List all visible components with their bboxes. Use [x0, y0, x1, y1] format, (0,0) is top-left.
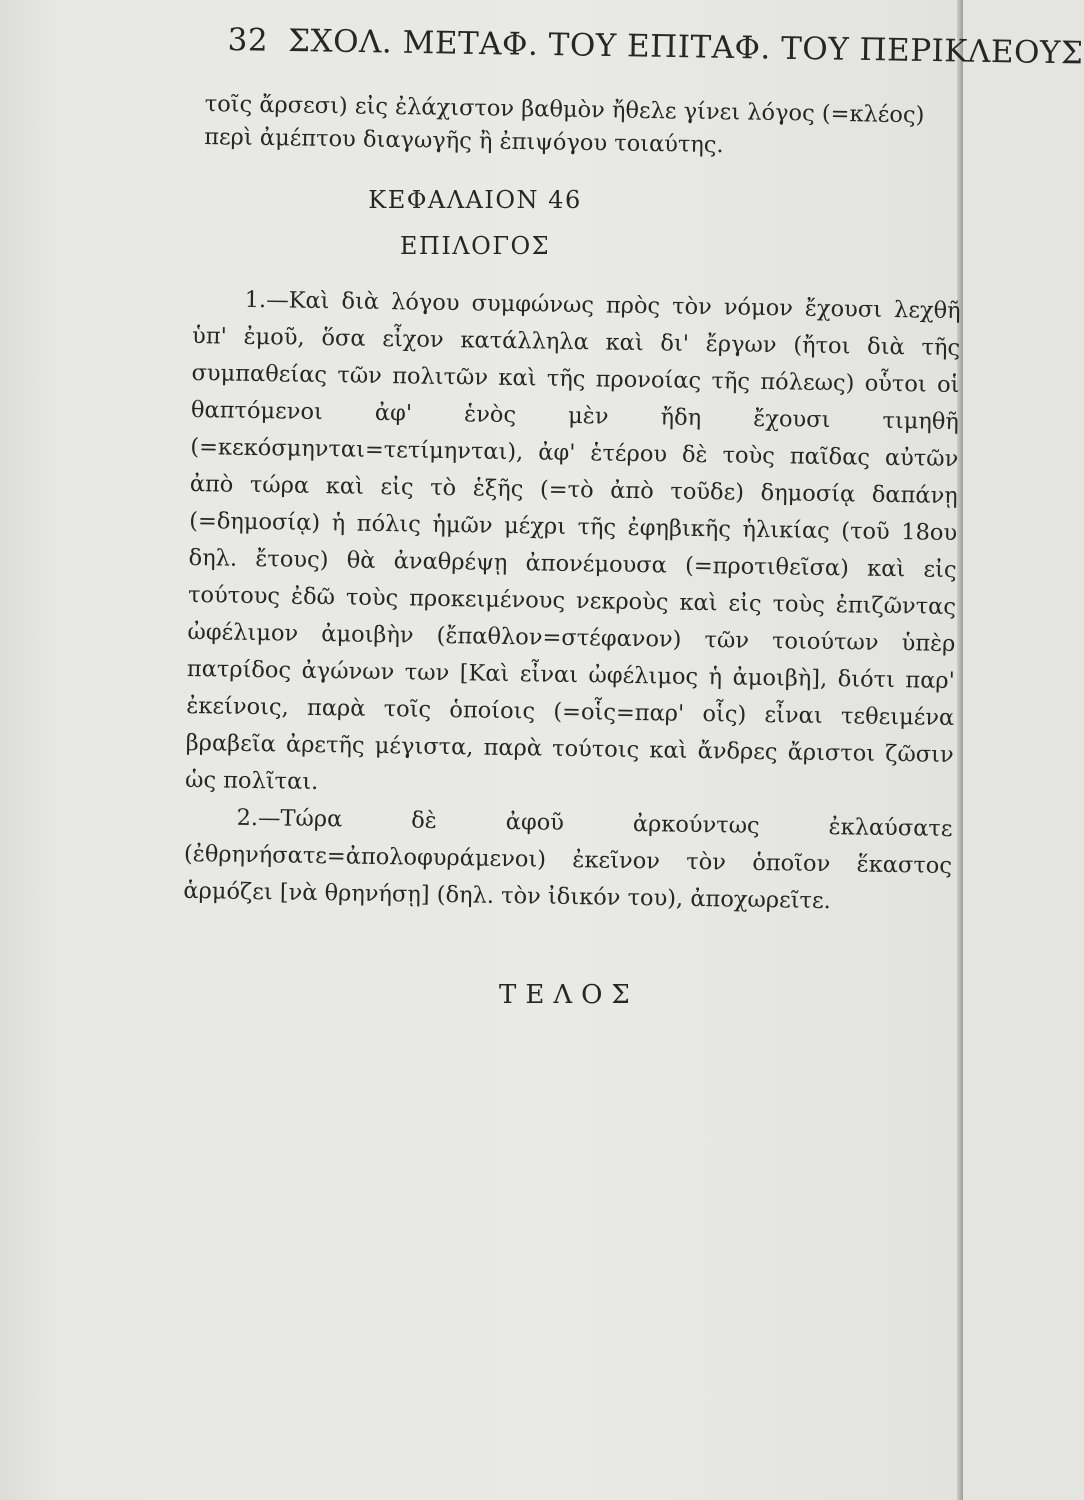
intro-text: τοῖς ἄρσεσι) εἰς ἐλάχιστον βαθμὸν ἤθελε γίνει λόγος (=κλέος) περὶ ἀμέπτου διαγωγῆς ἢ ἐπιψόγου τοιαύτης.: [204, 90, 925, 159]
end-mark: ΤΕΛΟΣ: [499, 980, 639, 1010]
chapter-title: ΚΕΦΑΛΑΙΟΝ 46: [368, 186, 582, 214]
page-number: 32: [227, 22, 269, 59]
chapter-subtitle: ΕΠΙΛΟΓΟΣ: [399, 232, 551, 260]
paragraph-1: 1.—Καὶ διὰ λόγου συμφώνως πρὸς τὸν νόμον ἔχουσι λεχθῆ ὑπ' ἐμοῦ, ὅσα εἶχον κατάλληλα καὶ δι' ἔργων (ἤτοι διὰ τῆς συμπαθείας τῶν πολιτῶν καὶ τῆς προνοίας τῆς πόλεως) οὗτοι οἱ θαπτόμενοι ἀφ' ἑνὸς μὲν ἤδη ἔχουσι τιμηθῆ (=κεκόσμηνται=τετίμηνται), ἀφ' ἑτέρου δὲ τοὺς παῖδας αὐτῶν ἀπὸ τώρα καὶ εἰς τὸ ἑξῆς (=τὸ ἀπὸ τοῦδε) δημοσίᾳ δαπάνῃ (=δημοσίᾳ) ἡ πόλις ἡμῶν μέχρι τῆς ἐφηβικῆς ἡλικίας (τοῦ 18ου δηλ. ἔτους) θὰ ἀναθρέψῃ ἀπονέμουσα (=προτιθεῖσα) καὶ εἰς τούτους ἐδῶ τοὺς προκειμένους νεκροὺς καὶ εἰς τοὺς ἐπιζῶντας ὠφέλιμον ἀμοιβὴν (ἔπαθλον=στέφανον) τῶν τοιούτων ὑπὲρ πατρίδος ἀγώνων των [Καὶ εἶναι ὠφέλιμος ἡ ἀμοιβὴ], διότι παρ' ἐκείνοις, παρὰ τοῖς ὁποίοις (=οἷς=παρ' οἷς) εἶναι τεθειμένα βραβεῖα ἀρετῆς μέγιστα, παρὰ τούτοις καὶ ἄνδρες ἄριστοι ζῶσιν ὡς πολῖται.: [184, 286, 961, 796]
page-edge-shadow: [957, 0, 963, 1500]
body-text: [183, 281, 961, 922]
running-header: [227, 22, 1084, 72]
paragraph-2: 2.—Τώρα δὲ ἀφοῦ ἀρκούντως ἐκλαύσατε (ἐθρηνήσατε=ἀπολοφυράμενοι) ἐκεῖνον τὸν ὁποῖον ἕκαστος ἁρμόζει [νὰ θρηνήσῃ] (δηλ. τὸν ἰδικόν του), ἀποχωρεῖτε.: [183, 804, 953, 915]
running-title: ΣΧΟΛ. ΜΕΤΑΦ. ΤΟΥ ΕΠΙΤΑΦ. ΤΟΥ ΠΕΡΙΚΛΕΟΥΣ: [287, 22, 1084, 72]
